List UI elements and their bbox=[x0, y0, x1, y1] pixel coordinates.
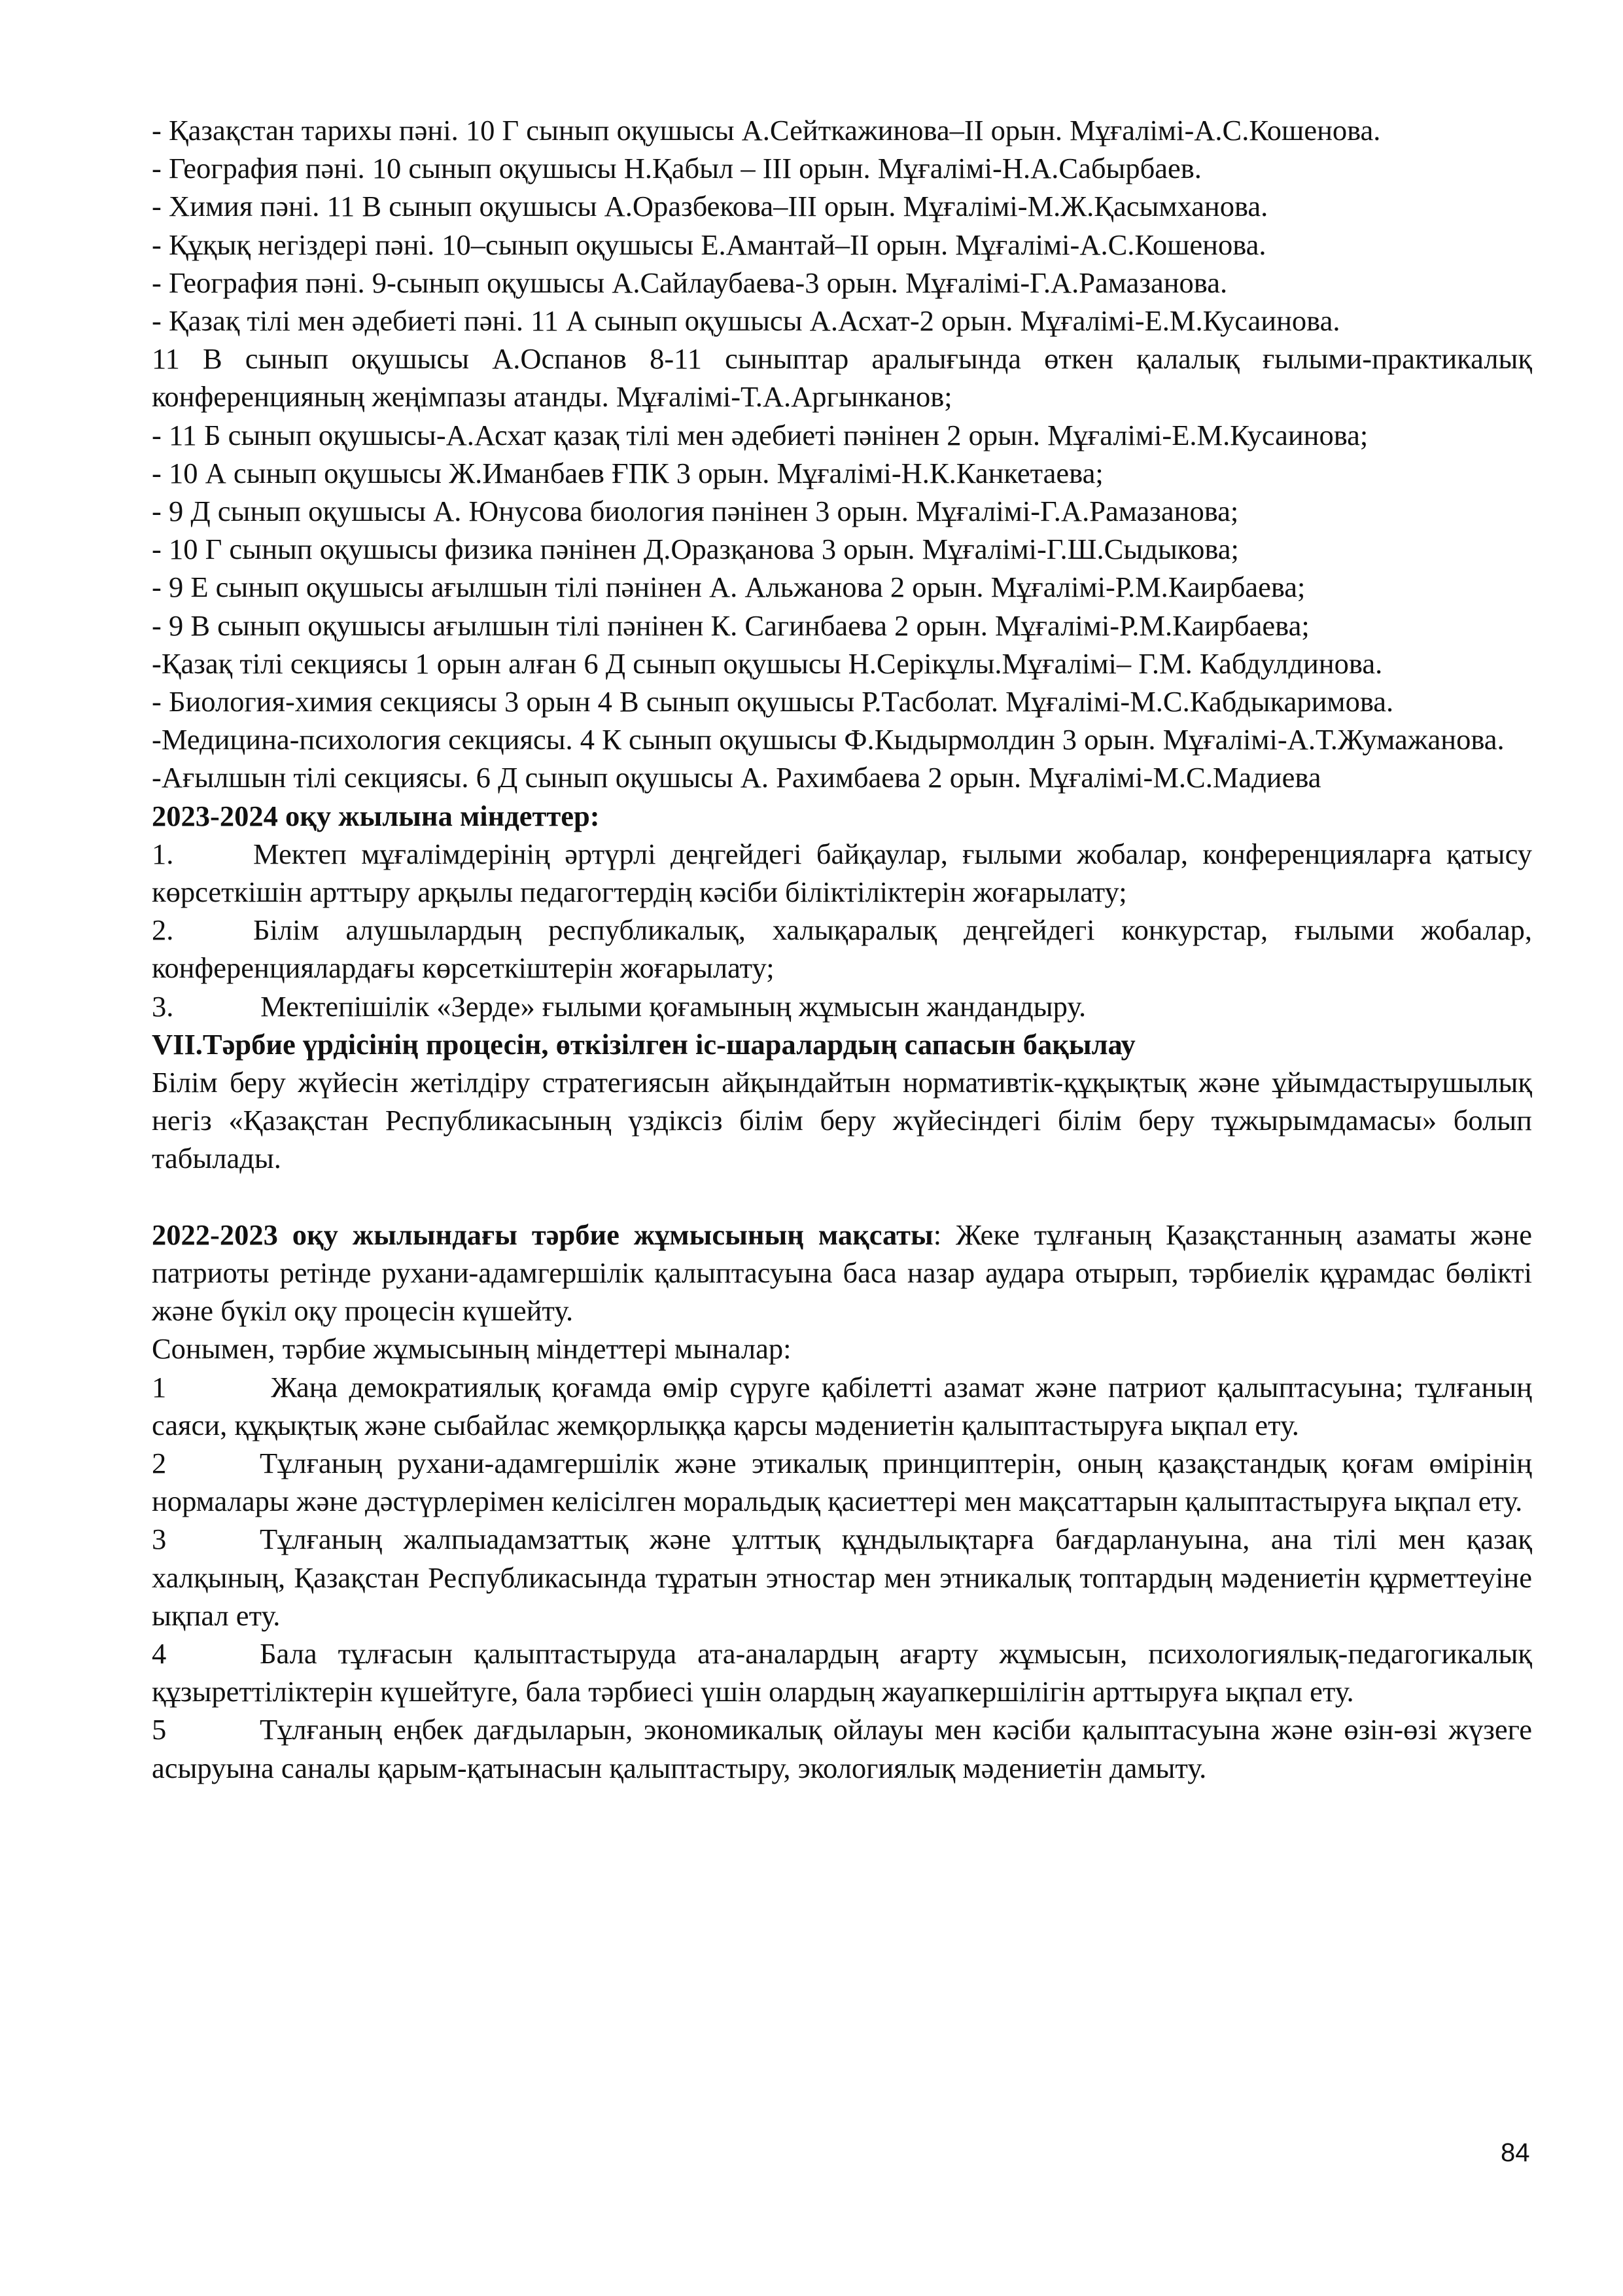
award-line: -Қазақ тілі секциясы 1 орын алған 6 Д сынып оқушысы Н.Серікұлы.Мұғалімі– Г.М. Кабдулдинова. bbox=[152, 646, 1383, 680]
objective-item bbox=[152, 1444, 1532, 1520]
goal-label: 2022-2023 оқу жылындағы тәрбие жұмысының мақсаты bbox=[152, 1218, 934, 1251]
award-line: - 9 В сынып оқушысы ағылшын тілі пәнінен К. Сагинбаева 2 орын. Мұғалімі-Р.М.Каирбаева; bbox=[152, 609, 1310, 642]
task-text: Мектепішілік «Зерде» ғылыми қоғамының жұмысын жандандыру. bbox=[253, 989, 1087, 1023]
objective-item bbox=[152, 1368, 1532, 1444]
award-line: - Қазақстан тарихы пәні. 10 Г сынып оқушысы А.Сейткажинова–ІІ орын. Мұғалімі-А.С.Кошенова. bbox=[152, 114, 1381, 147]
section-heading: VII.Тәрбие үрдісінің процесін, өткізілген іс-шаралардың сапасын бақылау bbox=[152, 1027, 1136, 1061]
objective-number: 5 bbox=[152, 1713, 167, 1746]
task-item bbox=[152, 987, 1532, 1025]
objectives-intro: Сонымен, тәрбие жұмысының міндеттері мыналар: bbox=[152, 1332, 792, 1366]
task-number: 3. bbox=[152, 989, 174, 1023]
task-text: Білім алушылардың республикалық, халықаралық деңгейдегі конкурстар, ғылыми жобалар, конференциялардағы көрсеткіштерін жоғарылату; bbox=[152, 913, 1532, 985]
award-line: - 10 Г сынып оқушысы физика пәнінен Д.Оразқанова 3 орын. Мұғалімі-Г.Ш.Сыдыкова; bbox=[152, 533, 1239, 566]
award-line: - География пәні. 10 сынып оқушысы Н.Қабыл – ІІІ орын. Мұғалімі-Н.А.Сабырбаев. bbox=[152, 152, 1202, 185]
objective-number: 2 bbox=[152, 1446, 167, 1479]
objective-item bbox=[152, 1634, 1532, 1710]
objective-item bbox=[152, 1710, 1532, 1786]
tasks-heading: 2023-2024 оқу жылына міндеттер: bbox=[152, 799, 600, 832]
award-line: 11 В сынып оқушысы А.Оспанов 8-11 сыныптар аралығында өткен қалалық ғылыми-практикалық конференцияның жеңімпазы атанды. Мұғалімі-Т.А.Аргынканов; bbox=[152, 342, 1532, 414]
task-item bbox=[152, 911, 1532, 987]
task-number: 1. bbox=[152, 837, 174, 870]
award-line: - Құқық негіздері пәні. 10–сынып оқушысы Е.Амантай–ІІ орын. Мұғалімі-А.С.Кошенова. bbox=[152, 228, 1266, 261]
award-line: - Биология-химия секциясы 3 орын 4 В сынып оқушысы Р.Тасболат. Мұғалімі-М.С.Кабдыкаримова. bbox=[152, 685, 1394, 718]
goal-paragraph bbox=[152, 1216, 1532, 1330]
objective-number: 1 bbox=[152, 1370, 167, 1404]
objective-number: 3 bbox=[152, 1523, 167, 1556]
objective-text: Жаңа демократиялық қоғамда өмір сүруге қабілетті азамат және патриот қалыптасуына; тұлғаның саяси, құқықтық және сыбайлас жемқорлыққа қарсы мәдениетін қалыптастыруға ықпал ету. bbox=[152, 1370, 1532, 1441]
page-number: 84 bbox=[1501, 2138, 1530, 2167]
award-line: - Қазақ тілі мен әдебиеті пәні. 11 А сынып оқушысы А.Асхат-2 орын. Мұғалімі-Е.М.Кусаинова. bbox=[152, 304, 1340, 338]
objective-text: Тұлғаның рухани-адамгершілік және этикалық принциптерін, оның қазақстандық қоғам өмірінің нормалары және дәстүрлерімен келісілген моральдық қасиеттері мен мақсаттарын қалыптастыруға ықпал ету. bbox=[152, 1446, 1532, 1518]
objective-number: 4 bbox=[152, 1636, 167, 1670]
award-line: -Медицина-психология секциясы. 4 К сынып оқушысы Ф.Кыдырмолдин 3 орын. Мұғалімі-А.Т.Жумажанова. bbox=[152, 723, 1505, 756]
objective-text: Бала тұлғасын қалыптастыруда ата-аналардың ағарту жұмысын, психологиялық-педагогикалық құзыреттіліктерін күшейтуге, бала тәрбиесі үшін олардың жауапкершілігін арттыруға ықпал ету. bbox=[152, 1636, 1532, 1708]
objective-item bbox=[152, 1520, 1532, 1634]
award-line: - 11 Б сынып оқушысы-А.Асхат қазақ тілі мен әдебиеті пәнінен 2 орын. Мұғалімі-Е.М.Кусаинова; bbox=[152, 418, 1369, 451]
award-line: - 9 Д сынып оқушысы А. Юнусова биология пәнінен 3 орын. Мұғалімі-Г.А.Рамазанова; bbox=[152, 495, 1239, 528]
document-page bbox=[152, 111, 1532, 1787]
paragraph-spacer bbox=[152, 1178, 1532, 1216]
award-line: - Химия пәні. 11 В сынып оқушысы А.Оразбекова–ІІІ орын. Мұғалімі-М.Ж.Қасымханова. bbox=[152, 190, 1268, 223]
award-line: - 10 А сынып оқушысы Ж.Иманбаев ҒПК 3 орын. Мұғалімі-Н.К.Канкетаева; bbox=[152, 456, 1104, 489]
award-line: - География пәні. 9-сынып оқушысы А.Сайлаубаева-3 орын. Мұғалімі-Г.А.Рамазанова. bbox=[152, 266, 1228, 299]
objective-text: Тұлғаның жалпыадамзаттық және ұлттық құндылықтарға бағдарлануына, ана тілі мен қазақ халқының, Қазақстан Республикасында тұратын этностар мен этникалық топтардың мәдениетін құрметтеуіне ықпал ету. bbox=[152, 1523, 1532, 1632]
task-item bbox=[152, 835, 1532, 911]
objective-text: Тұлғаның еңбек дағдыларын, экономикалық ойлауы мен кәсіби қалыптасуына және өзін-өзі жүзеге асыруына саналы қарым-қатынасын қалыптастыру, экологиялық мәдениетін дамыту. bbox=[152, 1713, 1532, 1784]
award-line: - 9 Е сынып оқушысы ағылшын тілі пәнінен А. Альжанова 2 орын. Мұғалімі-Р.М.Каирбаева; bbox=[152, 571, 1306, 604]
award-line: -Ағылшын тілі секциясы. 6 Д сынып оқушысы А. Рахимбаева 2 орын. Мұғалімі-М.С.Мадиева bbox=[152, 761, 1321, 794]
task-text: Мектеп мұғалімдерінің әртүрлі деңгейдегі байқаулар, ғылыми жобалар, конференцияларға қатысу көрсеткішін арттыру арқылы педагогтердің кәсіби біліктіліктерін жоғарылату; bbox=[152, 837, 1532, 909]
section-intro: Білім беру жүйесін жетілдіру стратегиясын айқындайтын нормативтік-құқықтық және ұйымдастырушылық негіз «Қазақстан Республикасының үздіксіз білім беру жүйесіндегі білім беру тұжырымдамасы» болып табылады. bbox=[152, 1066, 1532, 1175]
task-number: 2. bbox=[152, 913, 174, 947]
goal-text: : Жеке тұлғаның Қазақстанның азаматы және патриоты ретінде рухани-адамгершілік қалыптасуына баса назар аудара отырып, тәрбиелік құрамдас бөлікті және бүкіл оқу процесін күшейту. bbox=[152, 1218, 1532, 1328]
